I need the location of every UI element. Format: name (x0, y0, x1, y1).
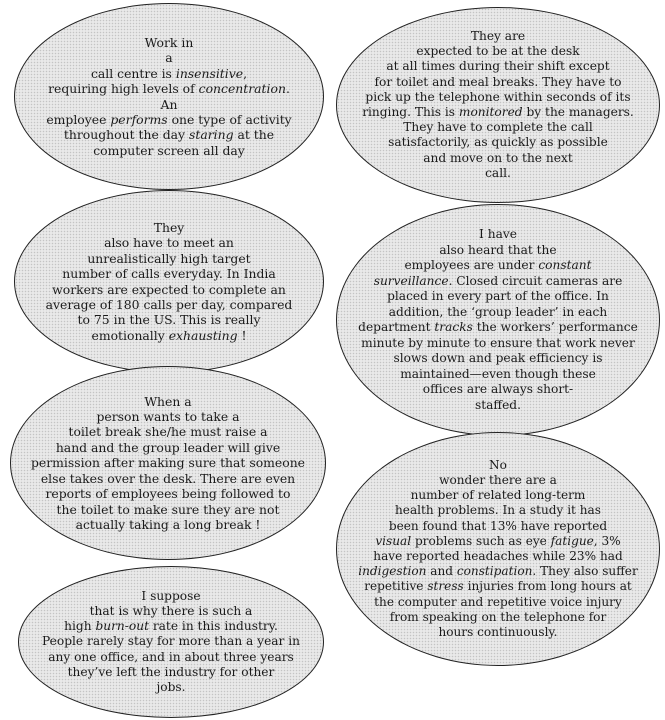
speech-bubble-burn-out (18, 566, 324, 718)
text-line: An (160, 96, 178, 112)
text-line: have reported headaches while 23% had (373, 549, 623, 563)
text-line: satisfactorily, as quickly as possible (388, 135, 608, 150)
text-line: I suppose (141, 589, 201, 604)
text-line: People rarely stay for more than a year in (42, 634, 300, 649)
text-line: reports of employees being followed to (45, 486, 291, 502)
text-line: to 75 in the US. This is really (77, 312, 261, 328)
text-line: unrealistically high target (87, 250, 251, 266)
text-line: number of calls everyday. In India (62, 266, 276, 282)
text-line: addition, the ‘group leader’ in each (388, 304, 608, 319)
text-line: staffed. (475, 397, 521, 412)
text-line: the toilet to make sure they are not (56, 501, 280, 517)
bubble-text (31, 394, 305, 533)
text-line: jobs. (156, 679, 186, 694)
speech-bubble-toilet-break (10, 366, 326, 560)
bubble-text (362, 29, 634, 181)
text-line: They have to complete the call (403, 120, 593, 135)
text-line: employees are under constant (404, 258, 592, 272)
bubble-text (358, 458, 637, 640)
speech-bubble-work-in-call-centre (14, 3, 324, 190)
text-line: the computer and repetitive voice injury (374, 594, 622, 609)
text-line: they’ve left the industry for other (67, 664, 275, 679)
speech-bubble-surveillance (336, 204, 660, 436)
text-line: placed in every part of the office. In (387, 289, 609, 303)
text-line: throughout the day staring at the (63, 127, 275, 143)
text-line: person wants to take a (96, 409, 240, 425)
text-line: also heard that the (439, 242, 557, 257)
text-line: They (153, 219, 185, 235)
text-line: offices are always short- (422, 382, 574, 396)
text-line: They are (470, 28, 526, 43)
text-line: repetitive stress injuries from long hours at (364, 579, 632, 594)
text-line: pick up the telephone within seconds of its (365, 89, 631, 104)
text-line: from speaking on the telephone for (389, 609, 607, 624)
text-line: any one office, and in about three years (48, 649, 294, 664)
text-line: health problems. In a study it has (395, 503, 601, 518)
text-line: I have (479, 227, 517, 241)
text-line: wonder there are a (439, 472, 557, 487)
text-line: a (165, 50, 173, 66)
text-line: been found that 13% have reported (388, 518, 608, 533)
text-line: toilet break she/he must raise a (68, 424, 268, 440)
text-line: No (489, 457, 507, 472)
text-line: that is why there is such a (89, 604, 253, 619)
text-line: number of related long-term (410, 488, 586, 503)
text-line: computer screen all day (93, 142, 245, 158)
bubble-text (46, 220, 293, 343)
text-line: permission after making sure that someone (30, 455, 306, 471)
text-line: and move on to the next (423, 150, 573, 165)
text-line: workers are expected to complete an (52, 281, 286, 297)
text-line: call. (485, 165, 511, 180)
text-line: else takes over the desk. There are even (40, 470, 296, 486)
text-line: Work in (144, 34, 194, 50)
text-line: emotionally exhausting ! (91, 327, 247, 343)
text-line: at all times during their shift except (386, 59, 610, 74)
text-line: actually taking a long break ! (75, 516, 261, 532)
speech-bubble-expected-at-desk (336, 7, 660, 203)
text-line: average of 180 calls per day, compared (45, 296, 293, 312)
speech-bubble-target-calls (14, 190, 324, 373)
text-line: high burn-out rate in this industry. (64, 619, 278, 634)
text-line: expected to be at the desk (416, 44, 580, 59)
text-line: visual problems such as eye fatigue, 3% (375, 533, 621, 548)
speech-bubble-health-problems (336, 432, 660, 666)
text-line: department tracks the workers’ performance (358, 320, 638, 334)
text-line: call centre is insensitive, (90, 65, 248, 81)
bubble-text (358, 227, 638, 413)
text-line: also have to meet an (104, 235, 234, 251)
text-line: minute by minute to ensure that work never (361, 335, 635, 350)
text-line: slows down and peak efficiency is (393, 351, 603, 365)
text-line: hours continuously. (438, 625, 558, 640)
text-line: indigestion and constipation. They also suffer (358, 564, 638, 579)
text-line: When a (144, 393, 192, 409)
text-line: ringing. This is monitored by the managers. (362, 105, 634, 119)
text-line: maintained—even though these (400, 366, 596, 381)
text-line: employee performs one type of activity (46, 111, 292, 127)
bubble-text (42, 589, 300, 695)
text-line: for toilet and meal breaks. They have to (374, 74, 622, 89)
text-line: requiring high levels of concentration. (48, 81, 290, 97)
bubble-text (46, 35, 291, 158)
text-line: hand and the group leader will give (55, 439, 281, 455)
text-line: surveillance. Closed circuit cameras are (373, 273, 623, 288)
